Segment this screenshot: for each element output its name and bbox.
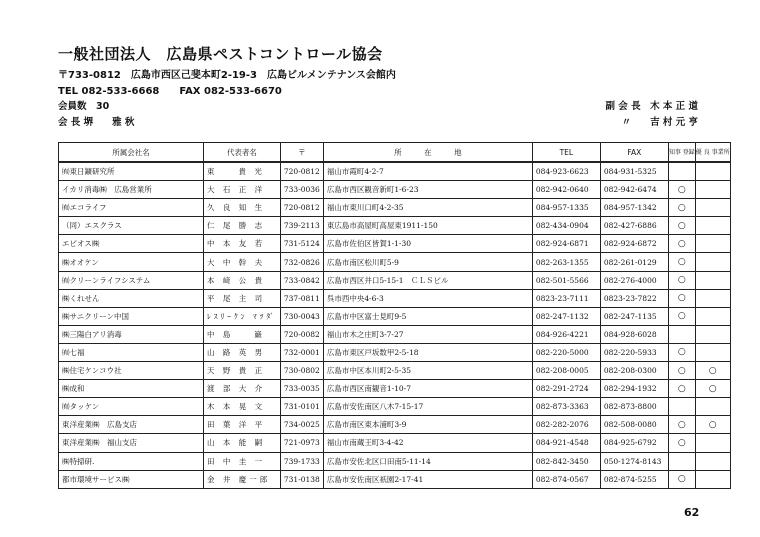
cell-rep: 山 路 英 男 <box>204 343 281 361</box>
table-row <box>59 271 731 289</box>
cell-address: 呉市西中央4-6-3 <box>323 289 532 307</box>
cell-company: 都市環境サービス㈱ <box>59 470 204 488</box>
cell-gov-registered: ○ <box>668 416 695 434</box>
cell-fax: 082-247-1135 <box>600 307 668 325</box>
cell-zip: 732-0826 <box>280 253 323 271</box>
president-name: 会 長 堺 雅 秋 <box>58 117 135 128</box>
cell-tel: 084-926-4221 <box>532 325 600 343</box>
cell-address: 広島市安佐南区八木7-15-17 <box>323 398 532 416</box>
page-title: 一般社団法人 広島県ペストコントロール協会 <box>58 45 383 63</box>
cell-gov-registered: ○ <box>668 380 695 398</box>
cell-zip: 733-0035 <box>280 380 323 398</box>
table-row <box>59 343 731 361</box>
cell-fax: 082-427-6886 <box>600 217 668 235</box>
cell-company: ㈲クリーンライフシステム <box>59 271 204 289</box>
cell-excellent <box>695 235 730 253</box>
cell-address: 広島市南区東本浦町3-9 <box>323 416 532 434</box>
cell-address: 広島市南区松川町5-9 <box>323 253 532 271</box>
cell-address: 広島市安佐南区祇園2-17-41 <box>323 470 532 488</box>
cell-excellent <box>695 307 730 325</box>
cell-tel: 084-923-6623 <box>532 162 600 181</box>
table-row <box>59 181 731 199</box>
cell-zip: 737-0811 <box>280 289 323 307</box>
cell-zip: 734-0025 <box>280 416 323 434</box>
cell-zip: 733-0842 <box>280 271 323 289</box>
cell-rep: 中 本 友 若 <box>204 235 281 253</box>
cell-excellent <box>695 199 730 217</box>
cell-gov-registered: ○ <box>668 289 695 307</box>
cell-tel: 0823-23-7111 <box>532 289 600 307</box>
cell-rep: 山 本 能 嗣 <box>204 434 281 452</box>
cell-tel: 082-282-2076 <box>532 416 600 434</box>
cell-zip: 721-0973 <box>280 434 323 452</box>
cell-rep: 久 良 知 生 <box>204 199 281 217</box>
cell-gov-registered <box>668 162 695 181</box>
table-row <box>59 452 731 470</box>
cell-company: ㈱オオケン <box>59 253 204 271</box>
cell-gov-registered: ○ <box>668 470 695 488</box>
cell-tel: 082-247-1132 <box>532 307 600 325</box>
cell-address: 広島市佐伯区皆賀1-1-30 <box>323 235 532 253</box>
cell-address: 広島市西区観音新町1-6-23 <box>323 181 532 199</box>
cell-company: （同）エスクラス <box>59 217 204 235</box>
cell-tel: 082-874-0567 <box>532 470 600 488</box>
cell-gov-registered <box>668 325 695 343</box>
table-body <box>59 162 731 488</box>
cell-excellent <box>695 452 730 470</box>
cell-rep: 東 貴 光 <box>204 162 281 181</box>
cell-excellent <box>695 181 730 199</box>
table-row <box>59 416 731 434</box>
cell-gov-registered: ○ <box>668 199 695 217</box>
cell-fax: 084-957-1342 <box>600 199 668 217</box>
table-row <box>59 380 731 398</box>
cell-tel: 084-957-1335 <box>532 199 600 217</box>
cell-address: 広島市東区戸坂数甲2-5-18 <box>323 343 532 361</box>
cell-fax: 082-208-0300 <box>600 362 668 380</box>
cell-address: 福山市南蔵王町3-4-42 <box>323 434 532 452</box>
table-header-row <box>59 143 731 163</box>
cell-excellent <box>695 162 730 181</box>
cell-fax: 082-508-0080 <box>600 416 668 434</box>
cell-excellent <box>695 343 730 361</box>
cell-company: イカリ消毒㈱ 広島営業所 <box>59 181 204 199</box>
cell-gov-registered <box>668 398 695 416</box>
cell-fax: 082-220-5933 <box>600 343 668 361</box>
cell-zip: 731-0138 <box>280 470 323 488</box>
cell-gov-registered <box>668 452 695 470</box>
cell-rep: ﾚｽﾘｰｸﾝ ﾏﾂﾀﾞ <box>204 307 281 325</box>
cell-rep: 中 島 巌 <box>204 325 281 343</box>
cell-excellent: ○ <box>695 380 730 398</box>
cell-gov-registered: ○ <box>668 217 695 235</box>
cell-fax: 050-1274-8143 <box>600 452 668 470</box>
cell-rep: 田 葉 洋 平 <box>204 416 281 434</box>
cell-rep: 大 石 正 洋 <box>204 181 281 199</box>
col-header-company: 所属会社名 <box>59 143 204 163</box>
cell-address: 広島市西区南観音1-10-7 <box>323 380 532 398</box>
cell-tel: 082-208-0005 <box>532 362 600 380</box>
cell-rep: 天 野 貴 正 <box>204 362 281 380</box>
cell-excellent: ○ <box>695 362 730 380</box>
cell-gov-registered: ○ <box>668 362 695 380</box>
table-row <box>59 470 731 488</box>
cell-tel: 082-434-0904 <box>532 217 600 235</box>
cell-zip: 739-1733 <box>280 452 323 470</box>
cell-rep: 平 尾 主 司 <box>204 289 281 307</box>
cell-rep: 本 﨑 公 貴 <box>204 271 281 289</box>
table-row <box>59 199 731 217</box>
cell-zip: 731-5124 <box>280 235 323 253</box>
cell-zip: 720-0082 <box>280 325 323 343</box>
cell-excellent <box>695 289 730 307</box>
cell-tel: 082-263-1355 <box>532 253 600 271</box>
table-row <box>59 362 731 380</box>
cell-tel: 082-291-2724 <box>532 380 600 398</box>
cell-zip: 739-2113 <box>280 217 323 235</box>
cell-zip: 732-0001 <box>280 343 323 361</box>
cell-fax: 084-931-5325 <box>600 162 668 181</box>
cell-company: ㈱三陽白アリ消毒 <box>59 325 204 343</box>
table-row <box>59 398 731 416</box>
table-row <box>59 289 731 307</box>
col-header-excellent: 優 良 事業所 <box>695 143 730 163</box>
table-row <box>59 307 731 325</box>
cell-company: ㈲七福 <box>59 343 204 361</box>
cell-address: 福山市木之庄町3-7-27 <box>323 325 532 343</box>
cell-rep: 大 中 幹 夫 <box>204 253 281 271</box>
cell-rep: 木 本 晃 文 <box>204 398 281 416</box>
member-count: 会員数 30 <box>58 101 110 112</box>
cell-company: ㈲タッケン <box>59 398 204 416</box>
cell-tel: 082-924-6871 <box>532 235 600 253</box>
cell-zip: 733-0036 <box>280 181 323 199</box>
cell-zip: 720-0812 <box>280 162 323 181</box>
cell-address: 東広島市高屋町高屋東1911-150 <box>323 217 532 235</box>
cell-tel: 082-873-3363 <box>532 398 600 416</box>
cell-gov-registered: ○ <box>668 434 695 452</box>
cell-fax: 082-874-5255 <box>600 470 668 488</box>
association-address: 〒733-0812 広島市西区己斐本町2-19-3 広島ビルメンテナンス会館内 <box>58 70 396 81</box>
vice-president-name: 副 会 長 木 本 正 道 <box>605 101 698 112</box>
cell-company: ㈲東日鑛研究所 <box>59 162 204 181</box>
cell-excellent <box>695 271 730 289</box>
cell-fax: 082-294-1932 <box>600 380 668 398</box>
cell-company: エビオス㈱ <box>59 235 204 253</box>
cell-fax: 082-873-8800 <box>600 398 668 416</box>
cell-address: 福山市霞町4-2-7 <box>323 162 532 181</box>
cell-gov-registered: ○ <box>668 253 695 271</box>
cell-company: ㈱サニクリーン中国 <box>59 307 204 325</box>
cell-fax: 084-928-6028 <box>600 325 668 343</box>
cell-gov-registered: ○ <box>668 235 695 253</box>
col-header-rep: 代表者名 <box>204 143 281 163</box>
table-row <box>59 235 731 253</box>
cell-company: 東洋産業㈱ 広島支店 <box>59 416 204 434</box>
cell-fax: 0823-23-7822 <box>600 289 668 307</box>
col-header-gov: 知事 登録 <box>668 143 695 163</box>
table-row <box>59 325 731 343</box>
cell-address: 広島市安佐北区口田南5-11-14 <box>323 452 532 470</box>
table-row <box>59 434 731 452</box>
cell-rep: 渡 部 大 介 <box>204 380 281 398</box>
cell-gov-registered: ○ <box>668 181 695 199</box>
cell-fax: 082-276-4000 <box>600 271 668 289</box>
col-header-zip: 〒 <box>280 143 323 163</box>
cell-excellent <box>695 470 730 488</box>
cell-company: ㈱くれせん <box>59 289 204 307</box>
cell-gov-registered: ○ <box>668 307 695 325</box>
cell-fax: 082-942-6474 <box>600 181 668 199</box>
association-tel-fax: TEL 082-533-6668 FAX 082-533-6670 <box>58 86 282 97</box>
cell-gov-registered: ○ <box>668 343 695 361</box>
cell-tel: 082-220-5000 <box>532 343 600 361</box>
table-row <box>59 217 731 235</box>
table-row <box>59 253 731 271</box>
cell-company: ㈱特掃研. <box>59 452 204 470</box>
cell-fax: 082-924-6872 <box>600 235 668 253</box>
cell-rep: 田 中 圭 一 <box>204 452 281 470</box>
cell-zip: 730-0043 <box>280 307 323 325</box>
cell-excellent <box>695 398 730 416</box>
cell-address: 広島市中区本川町2-5-35 <box>323 362 532 380</box>
cell-tel: 082-942-0640 <box>532 181 600 199</box>
col-header-fax: FAX <box>600 143 668 163</box>
cell-company: ㈱住宅ケンコウ社 <box>59 362 204 380</box>
cell-tel: 082-501-5566 <box>532 271 600 289</box>
cell-rep: 仁 尾 勝 志 <box>204 217 281 235</box>
cell-address: 広島市中区富士見町9-5 <box>323 307 532 325</box>
cell-fax: 082-261-0129 <box>600 253 668 271</box>
cell-tel: 082-842-3450 <box>532 452 600 470</box>
cell-rep: 金 井 慶一郎 <box>204 470 281 488</box>
cell-fax: 084-925-6792 <box>600 434 668 452</box>
cell-zip: 730-0802 <box>280 362 323 380</box>
cell-excellent <box>695 325 730 343</box>
page-number: 62 <box>684 506 700 519</box>
cell-company: ㈱成和 <box>59 380 204 398</box>
cell-zip: 731-0101 <box>280 398 323 416</box>
cell-excellent: ○ <box>695 416 730 434</box>
table-row <box>59 162 731 181</box>
member-table <box>58 142 731 489</box>
cell-company: ㈲エコライフ <box>59 199 204 217</box>
cell-company: 東洋産業㈱ 福山支店 <box>59 434 204 452</box>
col-header-address: 所 在 地 <box>323 143 532 163</box>
cell-tel: 084-921-4548 <box>532 434 600 452</box>
vice-president-name-2: 〃 吉 村 元 亨 <box>621 117 698 128</box>
cell-gov-registered: ○ <box>668 271 695 289</box>
col-header-tel: TEL <box>532 143 600 163</box>
cell-excellent <box>695 434 730 452</box>
cell-excellent <box>695 253 730 271</box>
cell-address: 広島市西区井口5-15-1 ＣＬＳビル <box>323 271 532 289</box>
cell-address: 福山市東川口町4-2-35 <box>323 199 532 217</box>
cell-excellent <box>695 217 730 235</box>
cell-zip: 720-0812 <box>280 199 323 217</box>
